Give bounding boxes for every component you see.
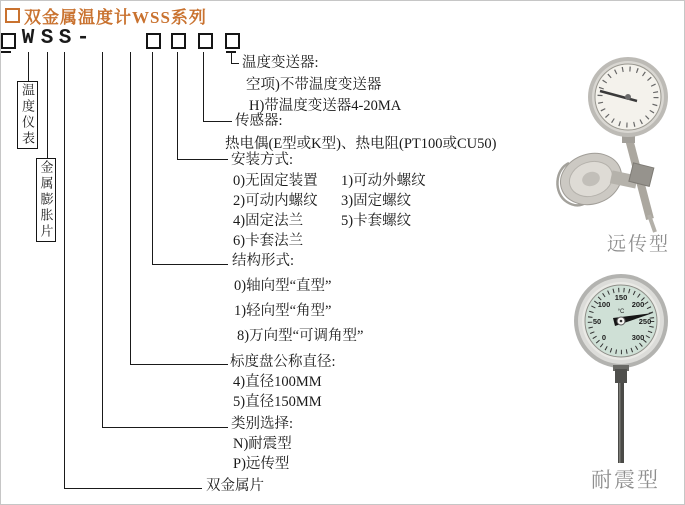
tick-box6 xyxy=(1,51,11,53)
dial-option-4: 4)直径100MM xyxy=(233,374,322,390)
mounting-row-4 xyxy=(233,233,341,249)
connector-box2 xyxy=(130,52,132,365)
code-box-2 xyxy=(171,33,186,49)
gauge-neck-icon xyxy=(615,369,627,383)
scale-50: 50 xyxy=(592,317,602,326)
structure-title: 结构形式: xyxy=(232,253,295,269)
shock-type-caption: 耐震型 xyxy=(591,468,660,492)
stem-highlight xyxy=(619,383,621,463)
code-dash: - xyxy=(76,27,90,50)
mounting-row-2 xyxy=(233,193,411,209)
connector-box1-h xyxy=(102,427,228,429)
connector-box4 xyxy=(177,52,179,160)
structure-option-1: 1)轻向型“角型” xyxy=(234,303,332,319)
mounting-title: 安装方式: xyxy=(231,152,294,168)
gauge-dial-icon xyxy=(574,274,668,368)
sensor-option: 热电偶(E型或K型)、热电阻(PT100或CU50) xyxy=(225,136,497,152)
code-box-1 xyxy=(146,33,161,49)
mounting-option-3: 3)固定螺纹 xyxy=(341,193,412,209)
dial-diameter-title: 标度盘公称直径: xyxy=(230,354,336,370)
connector-box5-h xyxy=(203,121,232,123)
connector-box3 xyxy=(152,52,154,265)
mounting-row-3 xyxy=(233,213,411,229)
scale-unit: °C xyxy=(617,309,625,315)
scale-0: 0 xyxy=(601,333,607,342)
mounting-row-1 xyxy=(233,173,426,189)
connector-box1 xyxy=(102,52,104,428)
mounting-option-1: 1)可动外螺纹 xyxy=(341,173,426,189)
bimetal-label: 双金属片 xyxy=(206,478,264,494)
connector-box2-h xyxy=(130,364,228,366)
transmitter-title: 温度变送器: xyxy=(242,55,319,71)
label-box-temperature-instrument: 温度仪表 xyxy=(17,81,38,149)
page-title: 双金属温度计WSS系列 xyxy=(24,8,207,27)
remote-type-thermometer-photo xyxy=(553,37,685,233)
label-box-metal-expansion: 金属膨胀片 xyxy=(36,158,56,242)
mounting-option-6: 6)卡套法兰 xyxy=(233,233,304,249)
mounting-option-5: 5)卡套螺纹 xyxy=(341,213,412,229)
mounting-option-4: 4)固定法兰 xyxy=(233,213,304,229)
scale-200: 200 xyxy=(631,300,645,309)
category-title: 类别选择: xyxy=(231,416,294,432)
code-box-3 xyxy=(198,33,213,49)
connector-s2 xyxy=(64,52,66,489)
connector-box6-h xyxy=(231,63,239,65)
title-square-icon xyxy=(5,8,20,23)
structure-option-0: 0)轴向型“直型” xyxy=(234,278,332,294)
code-box-4 xyxy=(225,33,240,49)
category-option-n: N)耐震型 xyxy=(233,436,292,452)
scale-250: 250 xyxy=(638,317,652,326)
shock-type-thermometer-photo xyxy=(564,257,679,469)
connector-box4-h xyxy=(177,159,228,161)
dial-option-5: 5)直径150MM xyxy=(233,394,322,410)
category-option-p: P)远传型 xyxy=(233,456,290,472)
code-box-6 xyxy=(1,33,16,49)
connector-box5 xyxy=(203,52,205,122)
transmitter-option-h: H)带温度变送器4-20MA xyxy=(249,98,402,114)
code-letter-w: W xyxy=(21,27,35,50)
structure-option-8: 8)万向型“可调角型” xyxy=(237,328,364,344)
connector-s2-h xyxy=(64,488,202,490)
scale-150: 150 xyxy=(614,293,628,302)
gauge-dial-icon xyxy=(588,57,668,137)
scale-300: 300 xyxy=(631,333,645,342)
transmitter-option-none: 空项)不带温度变送器 xyxy=(246,77,382,93)
code-letter-s2: S xyxy=(58,27,72,50)
mounting-option-2: 2)可动内螺纹 xyxy=(233,193,318,209)
sensor-title: 传感器: xyxy=(235,113,283,129)
connector-w xyxy=(28,52,30,81)
stem-icon xyxy=(618,383,624,463)
connector-box3-h xyxy=(152,264,228,266)
scale-100: 100 xyxy=(597,300,611,309)
mounting-option-0: 0)无固定装置 xyxy=(233,173,318,189)
connector-s1 xyxy=(47,52,49,158)
code-letter-s1: S xyxy=(40,27,54,50)
remote-type-caption: 远传型 xyxy=(607,234,671,255)
